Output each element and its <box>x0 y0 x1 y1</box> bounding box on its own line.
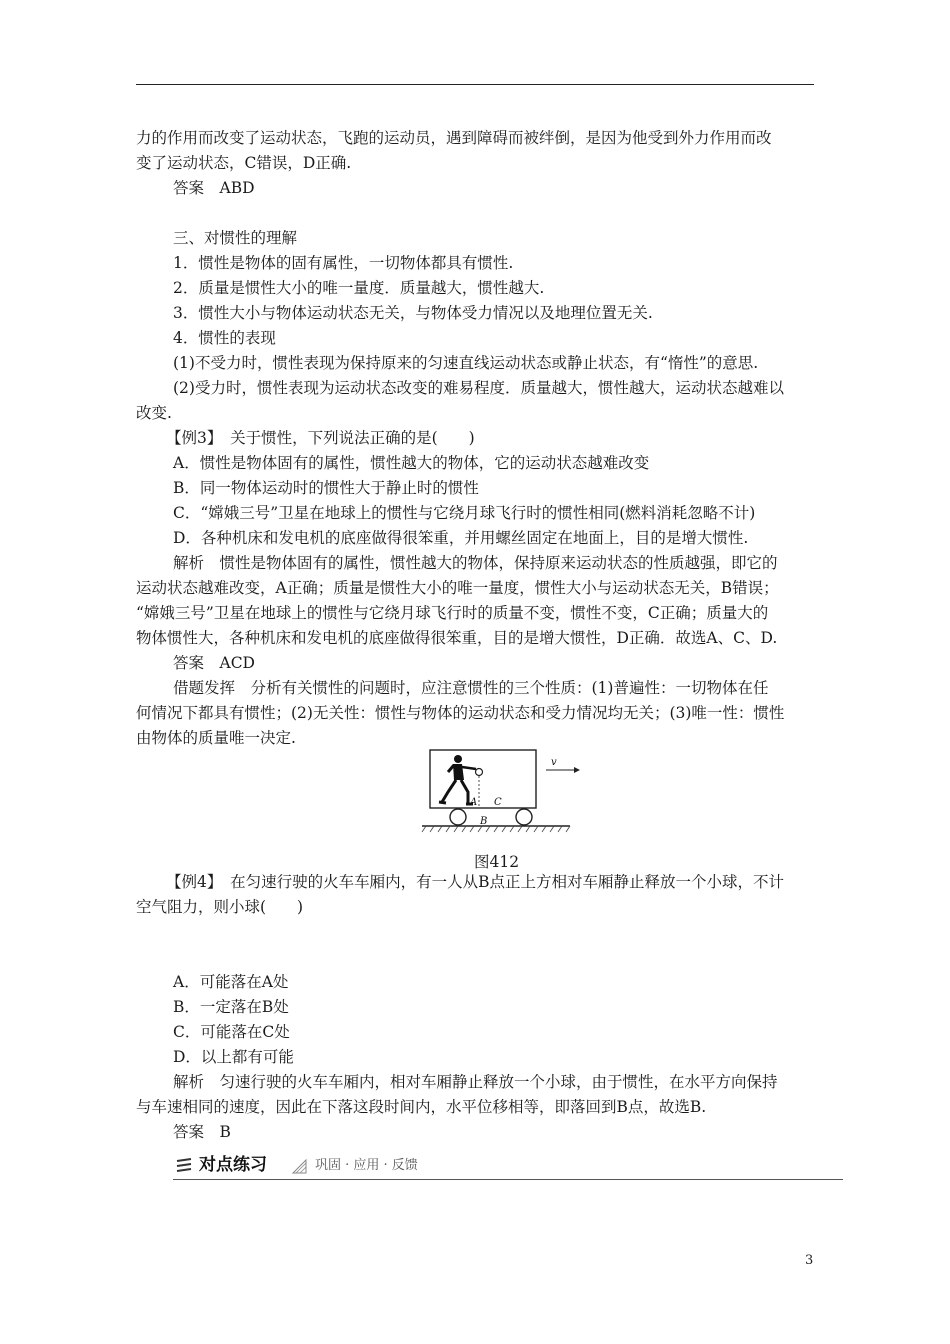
example-3-question: 【例3】 关于惯性，下列说法正确的是( ) <box>166 429 475 447</box>
text-line: (2)受力时，惯性表现为运动状态改变的难易程度．质量越大，惯性越大，运动状态越难以 <box>173 379 784 397</box>
triangle-icon <box>291 1158 307 1174</box>
label-b: B <box>480 816 488 827</box>
option-a: A．惯性是物体固有的属性，惯性越大的物体，它的运动状态越难改变 <box>173 454 650 472</box>
tip-line: 借题发挥 分析有关惯性的问题时，应注意惯性的三个性质：(1)普遍性：一切物体在任 <box>173 679 769 697</box>
header-rule <box>136 84 814 85</box>
lines-icon <box>175 1157 193 1175</box>
label-c: C <box>494 797 502 808</box>
option-b: B．同一物体运动时的惯性大于静止时的惯性 <box>173 479 479 497</box>
tip-line: 由物体的质量唯一决定. <box>136 729 296 747</box>
train-car-figure <box>420 742 620 834</box>
velocity-arrowhead <box>574 767 580 773</box>
text-line: 变了运动状态，C错误，D正确. <box>136 154 352 172</box>
ground-hatching <box>422 826 570 832</box>
analysis-line: 物体惯性大，各种机床和发电机的底座做得很笨重，目的是增大惯性，D正确．故选A、C、D. <box>136 629 778 647</box>
option-b: B．一定落在B处 <box>173 998 289 1016</box>
option-c: C．可能落在C处 <box>173 1023 290 1041</box>
practice-banner <box>173 1153 843 1181</box>
section-heading: 三、对惯性的理解 <box>173 229 298 247</box>
answer-line: 答案 B <box>173 1123 231 1141</box>
page-number: 3 <box>805 1253 814 1268</box>
text-line: 力的作用而改变了运动状态，飞跑的运动员，遇到障碍而被绊倒，是因为他受到外力作用而改 <box>136 129 772 147</box>
tip-line: 何情况下都具有惯性；(2)无关性：惯性与物体的运动状态和受力情况均无关；(3)唯一性：惯性 <box>136 704 785 722</box>
answer-line: 答案 ABD <box>173 179 255 197</box>
banner-title: 对点练习 <box>199 1155 267 1175</box>
analysis-line: 与车速相同的速度，因此在下落这段时间内，水平位移相等，即落回到B点，故选B. <box>136 1098 707 1116</box>
figure-caption: 图412 <box>474 853 520 871</box>
text-line: 改变. <box>136 404 172 422</box>
analysis-line: 运动状态越难改变，A正确；质量是惯性大小的唯一量度，惯性大小与运动状态无关，B错误； <box>136 579 779 597</box>
option-c: C．“嫦娥三号”卫星在地球上的惯性与它绕月球飞行时的惯性相同(燃料消耗忽略不计) <box>173 504 756 522</box>
label-a: A <box>470 797 478 808</box>
text-line: 空气阻力，则小球( ) <box>136 898 304 916</box>
banner-underline <box>173 1179 843 1180</box>
answer-line: 答案 ACD <box>173 654 255 672</box>
option-a: A．可能落在A处 <box>173 973 289 991</box>
option-d: D．以上都有可能 <box>173 1048 294 1066</box>
text-line: 1．惯性是物体的固有属性，一切物体都具有惯性. <box>173 254 514 272</box>
car-body <box>430 750 536 808</box>
left-wheel <box>450 809 466 825</box>
option-d: D．各种机床和发电机的底座做得很笨重，并用螺丝固定在地面上，目的是增大惯性. <box>173 529 749 547</box>
text-line: 2．质量是惯性大小的唯一量度．质量越大，惯性越大. <box>173 279 545 297</box>
text-line: (1)不受力时，惯性表现为保持原来的匀速直线运动状态或静止状态，有“惰性”的意思. <box>173 354 759 372</box>
analysis-line: 解析 惯性是物体固有的属性，惯性越大的物体，保持原来运动状态的性质越强，即它的 <box>173 554 778 572</box>
analysis-line: “嫦娥三号”卫星在地球上的惯性与它绕月球飞行时的质量不变，惯性不变，C正确；质量大的 <box>136 604 769 622</box>
text-line: 4．惯性的表现 <box>173 329 276 347</box>
label-v: v <box>551 757 557 768</box>
analysis-line: 解析 匀速行驶的火车车厢内，相对车厢静止释放一个小球，由于惯性，在水平方向保持 <box>173 1073 778 1091</box>
example-4-question: 【例4】 在匀速行驶的火车车厢内，有一人从B点正上方相对车厢静止释放一个小球，不计 <box>166 873 785 891</box>
banner-subtitle: 巩固 · 应用 · 反馈 <box>315 1158 418 1173</box>
right-wheel <box>516 809 532 825</box>
text-line: 3．惯性大小与物体运动状态无关，与物体受力情况以及地理位置无关. <box>173 304 653 322</box>
ball <box>476 769 483 776</box>
